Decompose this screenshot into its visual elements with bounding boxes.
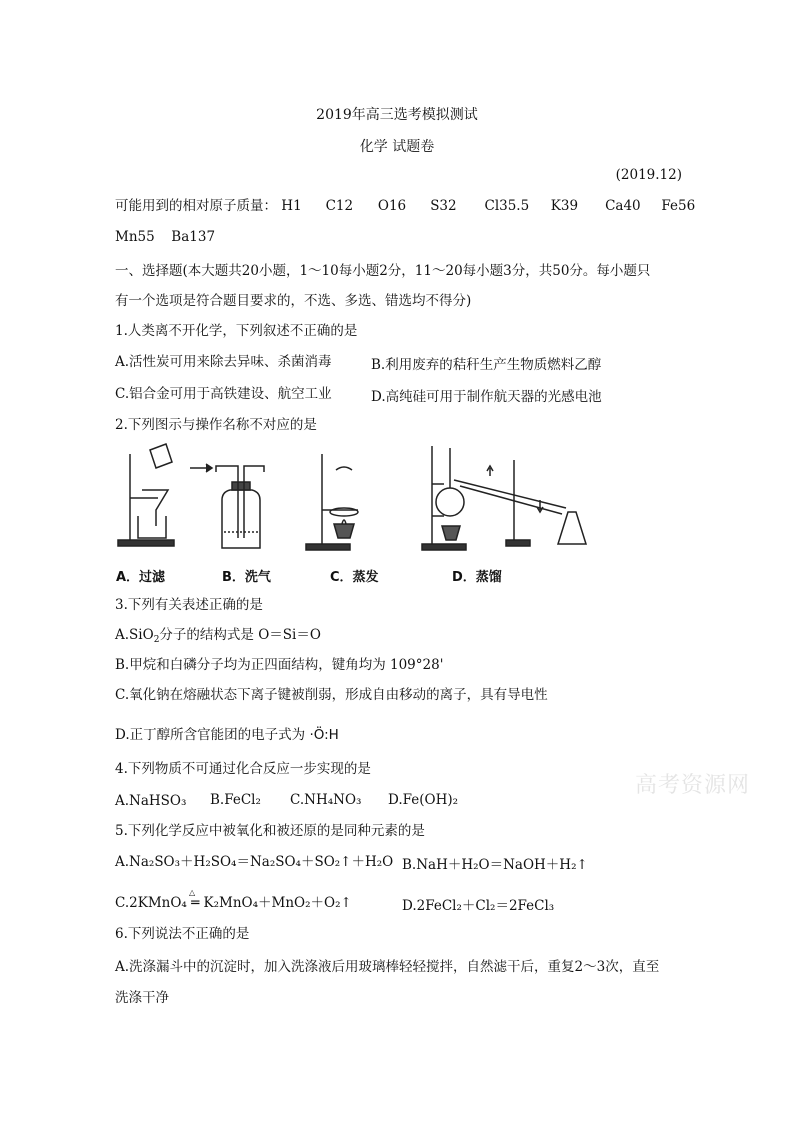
mass-item: Cl35.5 <box>484 198 530 214</box>
conical-flask <box>558 512 586 544</box>
exam-subtitle: 化学 试题卷 <box>359 139 435 155</box>
q3-option-d <box>115 726 339 744</box>
q2-caption-b: B．洗气 <box>222 570 271 585</box>
mass-item: H1 <box>281 198 302 214</box>
section-instructions-2: 有一个选项是符合题目要求的，不选、多选、错选均不得分) <box>115 293 472 309</box>
mass-item: Ba137 <box>171 229 216 245</box>
q1-stem: 1.人类离不开化学，下列叙述不正确的是 <box>115 323 358 339</box>
q6-stem: 6.下列说法不正确的是 <box>115 926 250 942</box>
q4-stem: 4.下列物质不可通过化合反应一步实现的是 <box>115 761 371 777</box>
q3-a-suffix: 分子的结构式是 O＝Si＝O <box>159 627 321 643</box>
q2-apparatus-figure <box>110 440 590 560</box>
q5-option-d: D.2FeCl₂＋Cl₂＝2FeCl₃ <box>402 898 555 914</box>
q1-option-b: B.利用废弃的秸秆生产生物质燃料乙醇 <box>371 357 602 373</box>
section-instructions-1: 一、选择题(本大题共20小题，1～10每小题2分，11～20每小题3分，共50分。每小题只 <box>115 263 651 279</box>
q3-a-prefix: A.SiO <box>115 627 154 643</box>
q3-a-subscript: 2 <box>153 635 160 645</box>
q3-stem: 3.下列有关表述正确的是 <box>115 597 263 613</box>
q2-caption-d: D．蒸馏 <box>452 570 502 585</box>
q6-option-a-line1: A.洗涤漏斗中的沉淀时，加入洗涤液后用玻璃棒轻轻搅拌，自然滤干后，重复2～3次，直至 <box>115 959 660 975</box>
q1-option-d: D.高纯硅可用于制作航天器的光感电池 <box>371 389 602 405</box>
q5-option-b: B.NaH＋H₂O＝NaOH＋H₂↑ <box>402 857 588 873</box>
exam-date: (2019.12) <box>615 167 682 183</box>
q4-option-a: A.NaHSO₃ <box>115 793 187 809</box>
q2-caption-c: C．蒸发 <box>330 570 379 585</box>
mass-item: S32 <box>430 198 457 214</box>
q2-caption-a: A．过滤 <box>116 570 166 585</box>
mass-item: O16 <box>377 198 407 214</box>
q1-option-c: C.铝合金可用于高铁建设、航空工业 <box>115 386 332 402</box>
mass-item: Fe56 <box>661 198 696 214</box>
beaker <box>138 516 166 538</box>
q5-option-a: A.Na₂SO₃＋H₂SO₄＝Na₂SO₄＋SO₂↑＋H₂O <box>115 854 394 870</box>
q3-option-a <box>115 626 321 649</box>
atomic-masses-line2 <box>115 228 215 246</box>
q3-option-b: B.甲烷和白磷分子均为正四面结构，键角均为 109°28' <box>115 657 444 673</box>
condenser <box>454 480 566 508</box>
q5-option-c <box>115 888 352 912</box>
mass-item: Mn55 <box>115 229 155 245</box>
heat-symbol: △ <box>189 888 196 897</box>
q4-option-d: D.Fe(OH)₂ <box>388 792 459 808</box>
mass-item: C12 <box>325 198 354 214</box>
evaporating-dish <box>330 508 358 516</box>
q4-option-c: C.NH₄NO₃ <box>290 792 362 808</box>
gas-washing-bottle <box>222 490 260 548</box>
q3-d-formula: ·Ö:H <box>309 727 339 743</box>
distillation-flask <box>436 488 464 516</box>
q3-d-text: D.正丁醇所含官能团的电子式为 <box>115 727 306 743</box>
funnel <box>142 490 168 526</box>
q6-option-a-line2: 洗涤干净 <box>115 990 169 1006</box>
pouring-beaker <box>150 444 172 468</box>
atomic-masses-line1 <box>115 197 695 215</box>
mass-item: Ca40 <box>605 198 641 214</box>
atomic-masses-label: 可能用到的相对原子质量： <box>115 198 277 214</box>
q2-stem: 2.下列图示与操作名称不对应的是 <box>115 417 317 433</box>
watermark: 高考资源网 <box>635 773 751 798</box>
q1-option-a: A.活性炭可用来除去异味、杀菌消毒 <box>115 354 332 370</box>
evap-stand-base <box>306 544 350 550</box>
alcohol-lamp <box>334 524 354 538</box>
q5-c-equation: C.2KMnO₄ ═ K₂MnO₄＋MnO₂＋O₂↑ <box>115 895 352 911</box>
q5-stem: 5.下列化学反应中被氧化和被还原的是同种元素的是 <box>115 823 425 839</box>
q3-option-c: C.氧化钠在熔融状态下离子键被削弱，形成自由移动的离子，具有导电性 <box>115 687 548 703</box>
filter-stand-base <box>118 540 174 546</box>
q4-option-b: B.FeCl₂ <box>210 792 261 808</box>
mass-item: K39 <box>550 198 579 214</box>
exam-title: 2019年高三选考模拟测试 <box>316 107 478 123</box>
